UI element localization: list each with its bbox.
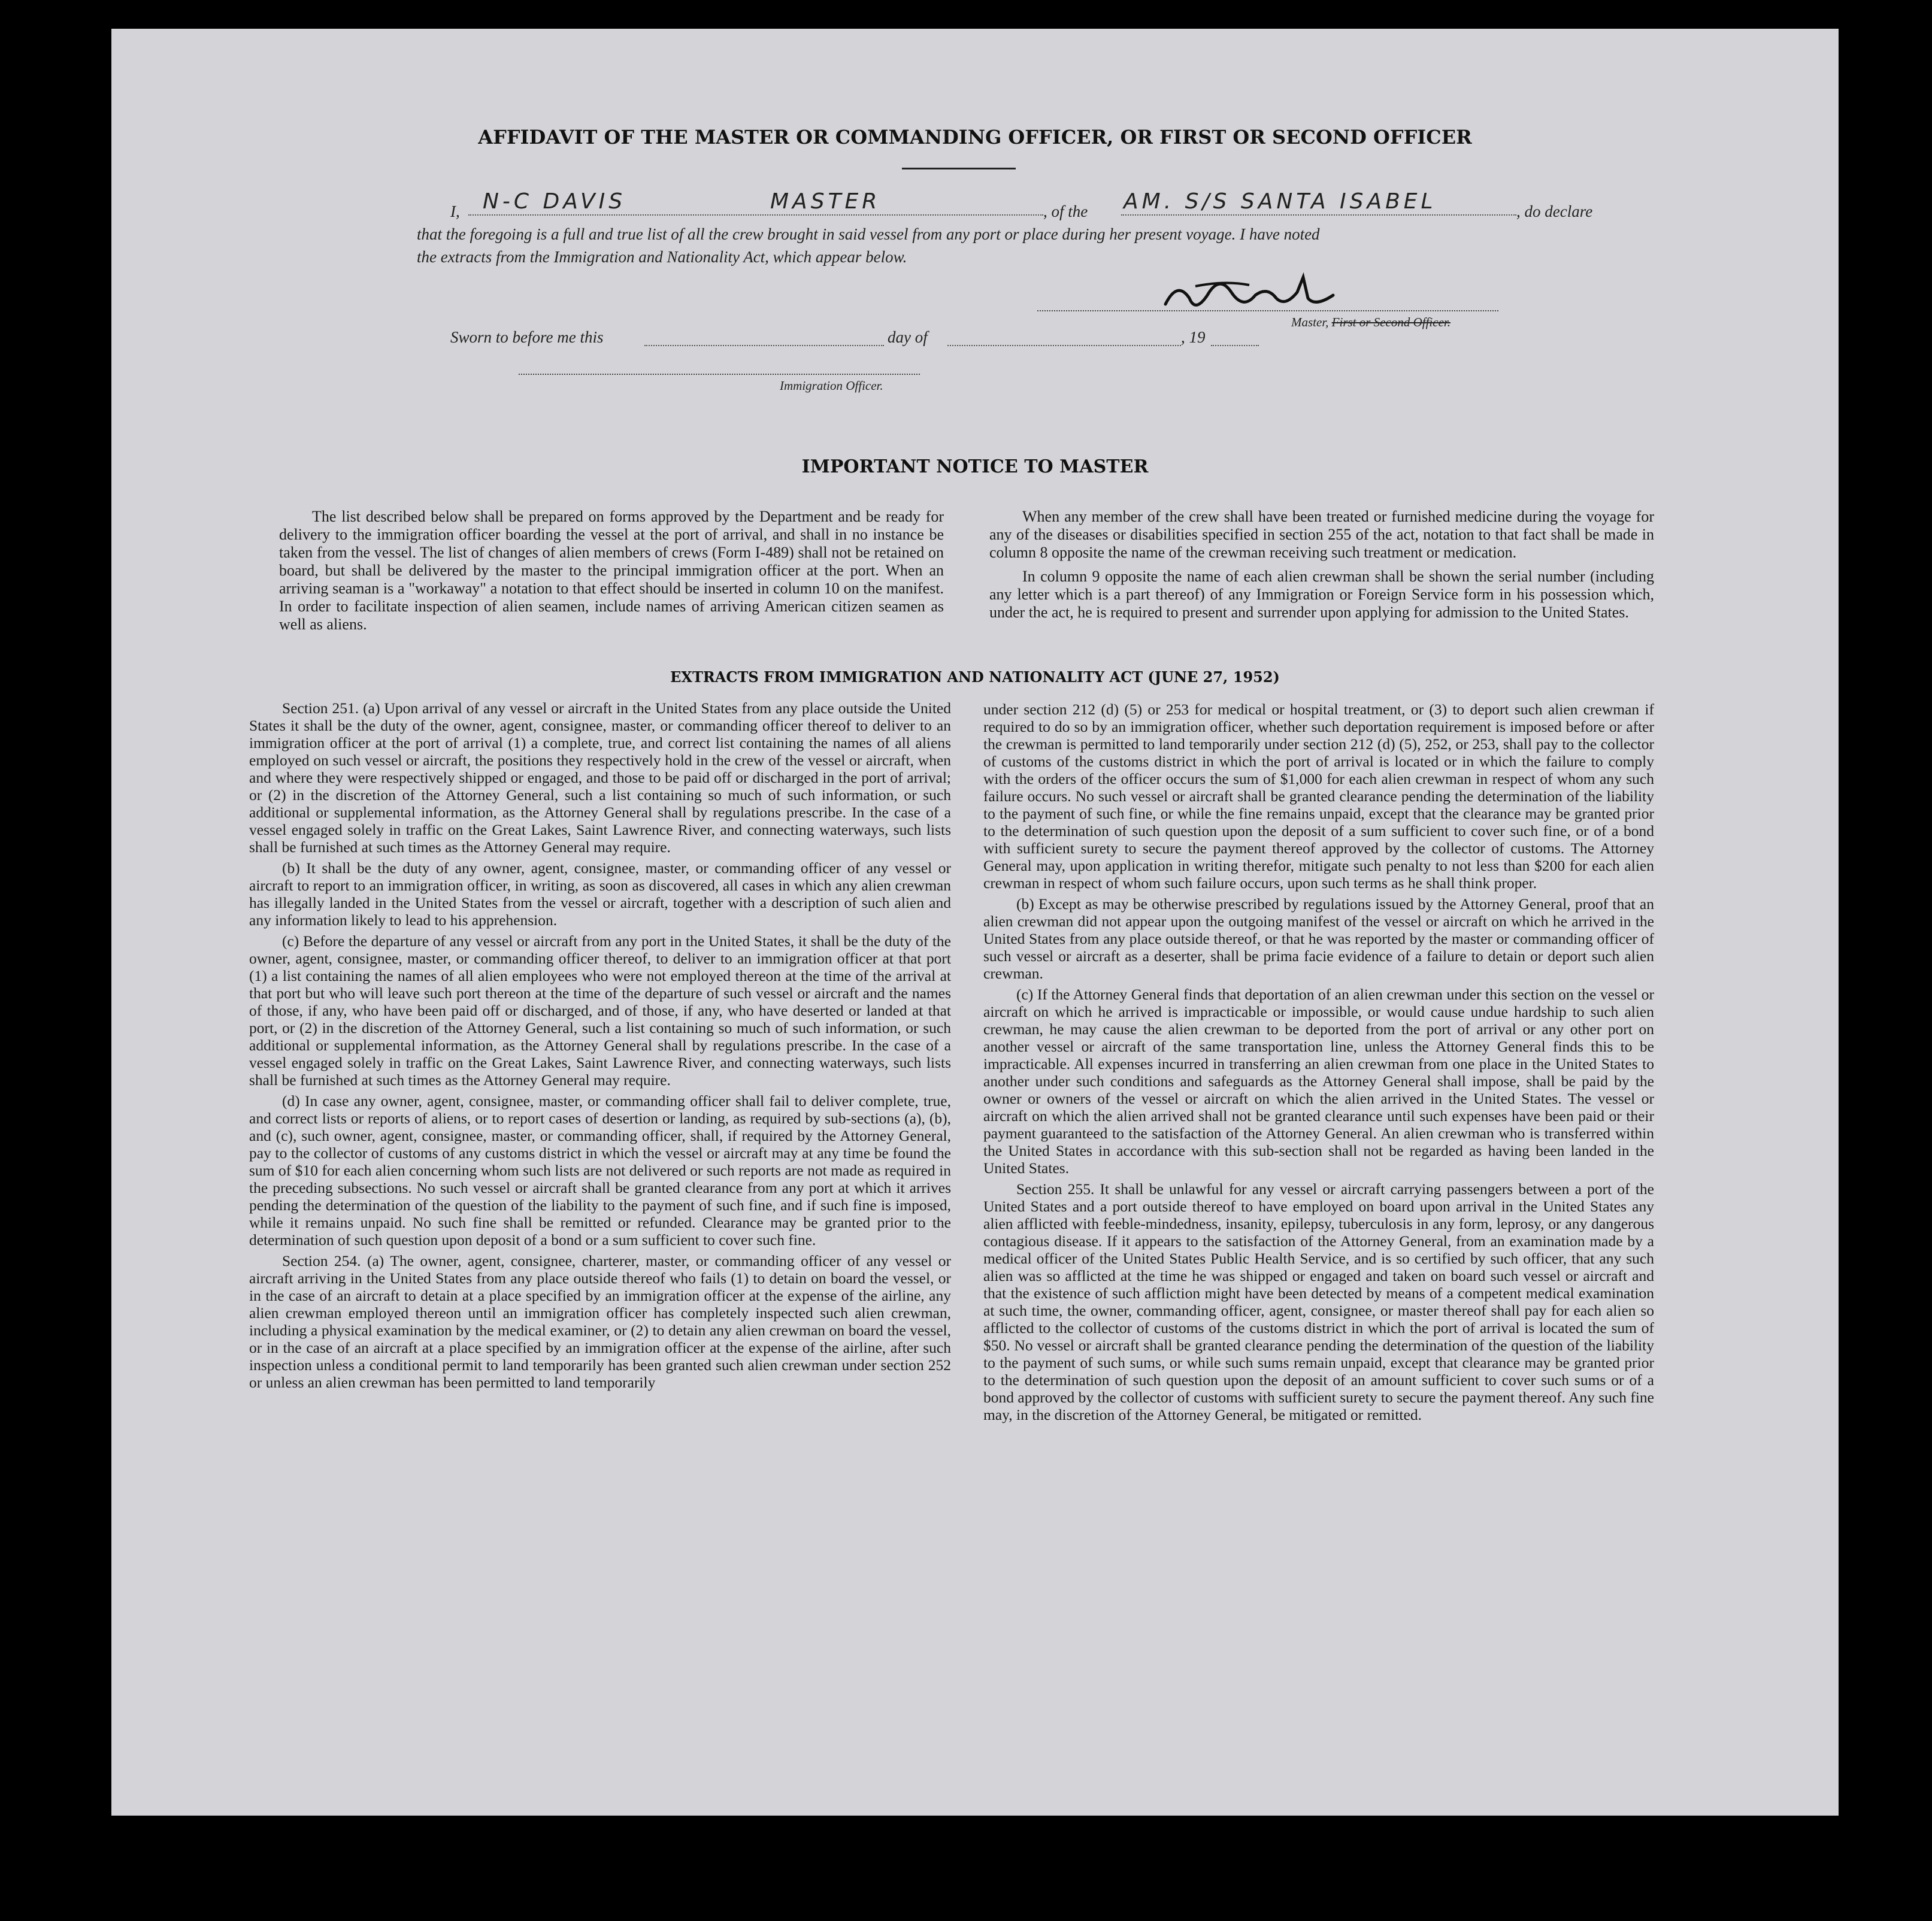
sworn-label: Sworn to before me this bbox=[450, 328, 604, 346]
extracts-left-column bbox=[249, 699, 951, 1391]
signature-caption bbox=[1291, 315, 1450, 330]
month-line bbox=[947, 332, 1181, 346]
sworn-date-line bbox=[644, 332, 884, 346]
signature-caption-master: Master, bbox=[1291, 315, 1329, 329]
statute-paragraph: (b) It shall be the duty of any owner, agent, consignee, master, or commanding officer of any vessel or aircraft to report to an immigration officer, in writing, as soon as discovered, all cases in which any alien crewman has illegally landed in the United States from the vessel or aircraft, together with a description of such alien and any information likely to lead to his apprehension. bbox=[249, 859, 951, 929]
officer-line bbox=[519, 374, 920, 375]
notice-left-column bbox=[279, 508, 944, 634]
extracts-title: EXTRACTS FROM IMMIGRATION AND NATIONALITY ACT (JUNE 27, 1952) bbox=[670, 668, 1280, 686]
declaration-line-3: the extracts from the Immigration and Nationality Act, which appear below. bbox=[417, 248, 907, 266]
day-of-label: day of bbox=[888, 328, 928, 346]
notice-right-column bbox=[989, 508, 1654, 622]
year-label: , 19 bbox=[1181, 328, 1206, 346]
master-name: N-C DAVIS bbox=[483, 189, 626, 214]
notice-paragraph: When any member of the crew shall have been treated or furnished medicine during the voyage for any of the diseases or disabilities specified in section 255 of the act, notation to that fact shall be made in column 8 opposite the name of the crewman receiving such treatment or medication. bbox=[989, 508, 1654, 561]
master-rank: MASTER bbox=[770, 189, 881, 214]
statute-paragraph: Section 254. (a) The owner, agent, consignee, charterer, master, or commanding officer of any vessel or aircraft arriving in the United States from any place outside thereof who fails (1) to detain on board the vessel, or in the case of an aircraft to detain at a place specified by an immigration officer at the expense of the airline, any alien crewman employed thereon until an immigration officer has completely inspected such alien crewman, including a physical examination by the medical examiner, or (2) to detain any alien crewman on board the vessel, or in the case of an aircraft at a place specified by an immigration officer at the expense of the airline, after such inspection unless a conditional permit to land temporarily has been granted such alien crewman under section 252 or unless an alien crewman has been permitted to land temporarily bbox=[249, 1252, 951, 1391]
declaration-line-2: that the foregoing is a full and true list of all the crew brought in said vessel from any port or place during her present voyage. I have noted bbox=[417, 225, 1320, 243]
notice-title: IMPORTANT NOTICE TO MASTER bbox=[801, 456, 1149, 477]
vessel-name: AM. S/S SANTA ISABEL bbox=[1124, 189, 1437, 214]
statute-paragraph: under section 212 (d) (5) or 253 for medical or hospital treatment, or (3) to deport such alien crewman if required to do so by an immigration officer, whether such deportation requirement is imposed before or after the crewman is permitted to land temporarily under section 212 (d) (5), 252, or 253, shall pay to the collector of customs of the customs district in which the port of arrival is located or in which the failure to comply with the orders of the officer occurs the sum of $1,000 for each alien crewman in respect of whom any such failure occurs. No such vessel or aircraft shall be granted clearance pending the determination of the liability to the payment of such fine, or while the fine remains unpaid, except that the clearance may be granted prior to the determination of such question upon the deposit of a sum sufficient to cover such fine, or of a bond with sufficient surety to secure the payment thereof approved by the collector of customs. The Attorney General may, upon application in writing therefor, mitigate such penalty to not less than $200 for each alien crewman in respect of whom such failure occurs, upon such terms as he shall think proper. bbox=[983, 701, 1654, 892]
notice-paragraph: In column 9 opposite the name of each alien crewman shall be shown the serial number (including any letter which is a part thereof) of any Immigration or Foreign Service form in his possession which, under the act, he is required to present and surrender upon applying for admission to the United States. bbox=[989, 568, 1654, 621]
statute-paragraph: (b) Except as may be otherwise prescribed by regulations issued by the Attorney General, proof that an alien crewman did not appear upon the outgoing manifest of the vessel or aircraft on which he arrived in the United States from any place outside thereof, or that he was reported by the master or commanding officer of such vessel or aircraft as a deserter, shall be prima facie evidence of a failure to detain or deport such alien crewman. bbox=[983, 895, 1654, 982]
statute-paragraph: (c) If the Attorney General finds that deportation of an alien crewman under this section on the vessel or aircraft on which he arrived is impracticable or impossible, or would cause undue hardship to such alien crewman, he may cause the alien crewman to be deported from the port of arrival or any other port on another vessel or aircraft of the same transportation line, unless the Attorney General finds this to be impracticable. All expenses incurred in transferring an alien crewman from one place in the United States to another under such conditions and safeguards as the Attorney General shall impose, shall be paid by the owner or owners of the vessel or aircraft on which the alien arrived in the United States. The vessel or aircraft on which the alien arrived shall not be granted clearance until such expenses have been paid or their payment guaranteed to the satisfaction of the Attorney General. An alien crewman who is transferred within the United States in accordance with this sub-section shall not be regarded as having been landed in the United States. bbox=[983, 986, 1654, 1177]
declare-i: I, bbox=[450, 202, 460, 220]
officer-caption: Immigration Officer. bbox=[780, 378, 883, 393]
signature-line bbox=[1037, 310, 1498, 311]
document-page bbox=[111, 29, 1839, 1816]
of-the-label: , of the bbox=[1043, 202, 1088, 220]
statute-paragraph: Section 251. (a) Upon arrival of any vessel or aircraft in the United States from any place outside the United States it shall be the duty of the owner, agent, consignee, master, or commanding officer thereof to deliver to an immigration officer at the port of arrival (1) a complete, true, and correct list containing the names of all aliens employed on such vessel or aircraft, the positions they respectively hold in the crew of the vessel or aircraft, when and where they were respectively shipped or engaged, and those to be paid off or discharged in the port of arrival; or (2) in the discretion of the Attorney General, such a list containing so much of such information, or such additional or supplemental information, as the Attorney General shall by regulations prescribe. In the case of a vessel engaged solely in traffic on the Great Lakes, Saint Lawrence River, and connecting waterways, such lists shall be furnished at such times as the Attorney General may require. bbox=[249, 699, 951, 856]
title-divider bbox=[902, 168, 1016, 169]
do-declare-label: , do declare bbox=[1516, 202, 1593, 220]
year-line bbox=[1211, 332, 1259, 346]
extracts-right-column bbox=[983, 701, 1654, 1423]
statute-paragraph: Section 255. It shall be unlawful for any vessel or aircraft carrying passengers between a port of the United States and a port outside thereof to have employed on board upon arrival in the United States any alien afflicted with feeble-mindedness, insanity, epilepsy, tuberculosis in any form, leprosy, or any dangerous contagious disease. If it appears to the satisfaction of the Attorney General, from an examination made by a medical officer of the United States Public Health Service, and is so certified by such officer, that any such alien was so afflicted at the time he was shipped or engaged and taken on board such vessel or aircraft and that the existence of such affliction might have been detected by means of a competent medical examination at such time, the owner, commanding officer, agent, consignee, or master thereof shall pay for each alien so afflicted to the collector of customs of the customs district in which the port of arrival is located the sum of $50. No vessel or aircraft shall be granted clearance pending the determination of the question of the liability to the payment of such sums, or while such sums remain unpaid, except that clearance may be granted prior to the determination of such question upon the deposit of an amount sufficient to cover such sums or of a bond approved by the collector of customs with sufficient surety to secure the payment thereof. Any such fine may, in the discretion of the Attorney General, be mitigated or remitted. bbox=[983, 1180, 1654, 1423]
signature-caption-officer: First or Second Officer. bbox=[1331, 315, 1450, 329]
statute-paragraph: (c) Before the departure of any vessel or aircraft from any port in the United States, it shall be the duty of the owner, agent, consignee, master, or commanding officer thereof, to deliver to an immigration officer at that port (1) a list containing the names of all alien employees who were not employed thereon at the time of the arrival at that port but who will leave such port thereon at the time of the departure of such vessel or aircraft and the names of those, if any, who have been paid off or discharged, and of those, if any, who have deserted or landed at that port, or (2) in the discretion of the Attorney General, such a list containing so much of such information, or such additional or supplemental information, as the Attorney General shall by regulations prescribe. In the case of a vessel engaged solely in traffic on the Great Lakes, Saint Lawrence River, and connecting waterways, such lists shall be furnished at such times as the Attorney General may require. bbox=[249, 932, 951, 1089]
statute-paragraph: (d) In case any owner, agent, consignee, master, or commanding officer shall fail to deliver complete, true, and correct lists or reports of aliens, or to report cases of desertion or landing, as required by sub-sections (a), (b), and (c), such owner, agent, consignee, master, or commanding officer, shall, if required by the Attorney General, pay to the collector of customs of any customs district in which the vessel or aircraft may at any time be found the sum of $10 for each alien concerning whom such lists are not delivered or such reports are not made as required in the preceding subsections. No such vessel or aircraft shall be granted clearance from any port at which it arrives pending the determination of the question of the liability to the payment of such fine, and if such fine is imposed, while it remains unpaid. No such fine shall be remitted or refunded. Clearance may be granted prior to the determination of such question upon deposit of a bond or a sum sufficient to cover such fine. bbox=[249, 1092, 951, 1249]
notice-paragraph: The list described below shall be prepared on forms approved by the Department and be ready for delivery to the immigration officer boarding the vessel at the port of arrival, and shall in no instance be taken from the vessel. The list of changes of alien members of crews (Form I-489) shall not be retained on board, but shall be delivered by the master to the principal immigration officer at the port. When an arriving seaman is a "workaway" a notation to that effect should be inserted in column 10 on the manifest. In order to facilitate inspection of alien seamen, include names of arriving American citizen seamen as well as aliens. bbox=[279, 508, 944, 633]
affidavit-title: AFFIDAVIT OF THE MASTER OR COMMANDING OFFICER, OR FIRST OR SECOND OFFICER bbox=[478, 126, 1472, 149]
